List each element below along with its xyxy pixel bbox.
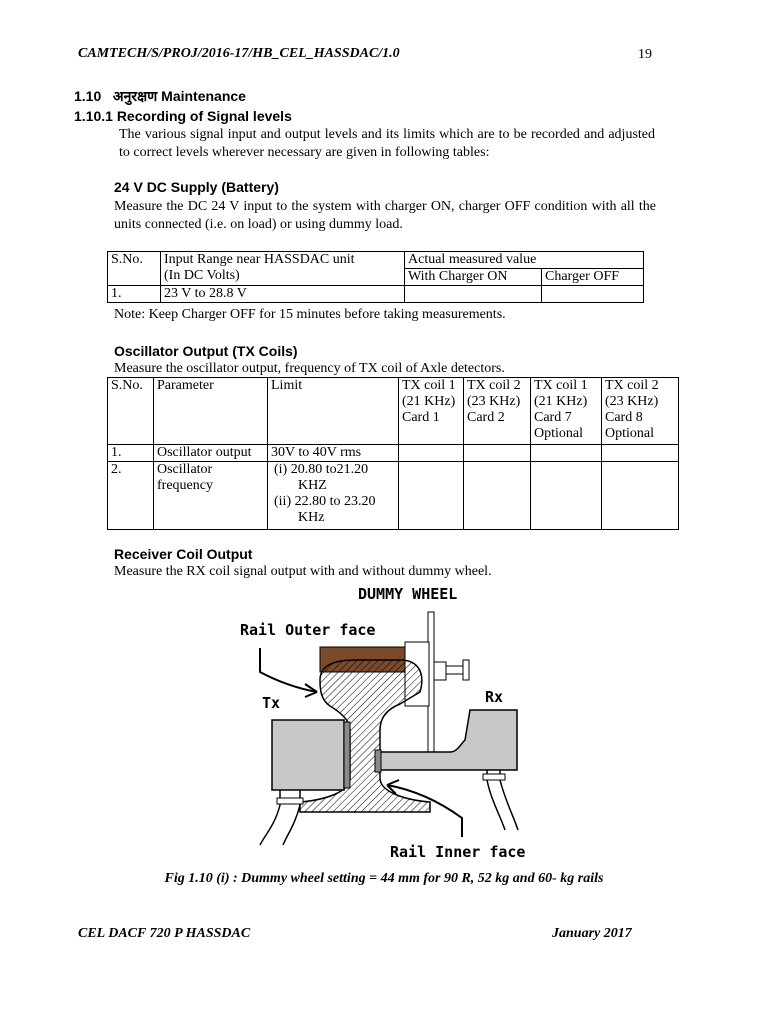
cell-limit: 30V to 40V rms (268, 445, 399, 462)
subsection-intro: The various signal input and output levels and its limits which are to be recorded and adjusted to correct levels wherever necessary are given in following tables: (119, 127, 655, 160)
cell-limit (268, 462, 399, 530)
label-tx: Tx (262, 694, 281, 712)
battery-description: Measure the DC 24 V input to the system with charger ON, charger OFF condition with all the units connected (i.e. on load) or using dummy load. (114, 199, 656, 232)
cell-line: KHZ (298, 478, 327, 493)
table-row (108, 462, 679, 530)
th-input-range (161, 252, 405, 286)
cell-line: Oscillator (157, 462, 213, 477)
th-line: Card 2 (467, 410, 505, 425)
cell-sno: 2. (108, 462, 154, 530)
footer-left: CEL DACF 720 P HASSDAC (78, 926, 251, 941)
section-title-english: Maintenance (161, 88, 246, 104)
th-line: Optional (605, 426, 654, 441)
oscillator-table (107, 377, 679, 530)
rx-coil-bracket (380, 710, 517, 770)
header-doc-ref: CAMTECH/S/PROJ/2016-17/HB_CEL_HASSDAC/1.0 (78, 46, 400, 61)
th-line: Optional (534, 426, 583, 441)
cell-empty (531, 462, 602, 530)
th-line: Card 8 (605, 410, 643, 425)
cell-empty (464, 462, 531, 530)
th-input-range-line2: (In DC Volts) (164, 268, 240, 283)
cell-empty (399, 445, 464, 462)
cell-line: frequency (157, 478, 213, 493)
th-line: Card 7 (534, 410, 572, 425)
label-rx: Rx (485, 688, 504, 706)
th-tx-coil-2-card-2 (464, 378, 531, 445)
th-charger-off: Charger OFF (542, 269, 644, 286)
dummy-wheel-diagram (225, 580, 535, 865)
cell-parameter (154, 462, 268, 530)
cell-empty (602, 445, 679, 462)
cell-charger-on (405, 286, 542, 303)
th-line: (21 KHz) (534, 394, 588, 409)
receiver-description: Measure the RX coil signal output with and without dummy wheel. (114, 564, 492, 579)
figure-caption: Fig 1.10 (i) : Dummy wheel setting = 44 mm for 90 R, 52 kg and 60- kg rails (164, 871, 604, 886)
footer-right: January 2017 (552, 926, 632, 941)
th-line: (21 KHz) (402, 394, 456, 409)
th-tx-coil-1-card-7 (531, 378, 602, 445)
th-line: (23 KHz) (605, 394, 659, 409)
oscillator-heading: Oscillator Output (TX Coils) (114, 343, 298, 359)
th-sno: S.No. (108, 378, 154, 445)
wheel-hub (434, 662, 446, 680)
section-number: 1.10 (74, 88, 102, 104)
label-rail-outer-face: Rail Outer face (240, 621, 376, 639)
cell-charger-off (542, 286, 644, 303)
th-charger-on: With Charger ON (405, 269, 542, 286)
th-line: Card 1 (402, 410, 440, 425)
rx-clamp (483, 774, 505, 780)
table-row (108, 445, 679, 462)
table-row (108, 286, 644, 303)
section-heading (74, 87, 246, 106)
th-input-range-line1: Input Range near HASSDAC unit (164, 252, 355, 267)
th-line: TX coil 2 (605, 378, 659, 393)
cell-line: (ii) 22.80 to 23.20 (274, 494, 376, 509)
th-line: (23 KHz) (467, 394, 521, 409)
receiver-heading: Receiver Coil Output (114, 546, 253, 562)
tx-clamp (277, 798, 303, 804)
tx-coil-face (344, 722, 350, 788)
th-line: TX coil 1 (534, 378, 588, 393)
battery-table (107, 251, 644, 303)
th-line: TX coil 1 (402, 378, 456, 393)
oscillator-description: Measure the oscillator output, frequency of TX coil of Axle detectors. (114, 361, 505, 376)
th-actual-value: Actual measured value (405, 252, 644, 269)
battery-heading: 24 V DC Supply (Battery) (114, 179, 279, 195)
cell-sno: 1. (108, 286, 161, 303)
label-dummy-wheel: DUMMY WHEEL (358, 585, 458, 603)
th-line: TX coil 2 (467, 378, 521, 393)
page-number: 19 (638, 47, 652, 62)
th-parameter: Parameter (154, 378, 268, 445)
section-title-hindi: अनुरक्षण (112, 89, 158, 105)
cell-empty (602, 462, 679, 530)
subsection-heading: 1.10.1 Recording of Signal levels (74, 108, 292, 124)
rx-coil-face (375, 750, 381, 772)
battery-note: Note: Keep Charger OFF for 15 minutes before taking measurements. (114, 307, 506, 322)
th-tx-coil-1-card-1 (399, 378, 464, 445)
th-limit: Limit (268, 378, 399, 445)
th-sno: S.No. (108, 252, 161, 286)
cell-empty (531, 445, 602, 462)
cell-line: (i) 20.80 to21.20 (274, 462, 369, 477)
wheel-nut (463, 660, 469, 680)
cell-parameter: Oscillator output (154, 445, 268, 462)
cell-sno: 1. (108, 445, 154, 462)
cell-empty (399, 462, 464, 530)
cell-empty (464, 445, 531, 462)
cell-line: KHz (298, 510, 325, 525)
th-tx-coil-2-card-8 (602, 378, 679, 445)
cell-range: 23 V to 28.8 V (161, 286, 405, 303)
label-rail-inner-face: Rail Inner face (390, 843, 526, 861)
tx-coil-box (272, 720, 344, 790)
